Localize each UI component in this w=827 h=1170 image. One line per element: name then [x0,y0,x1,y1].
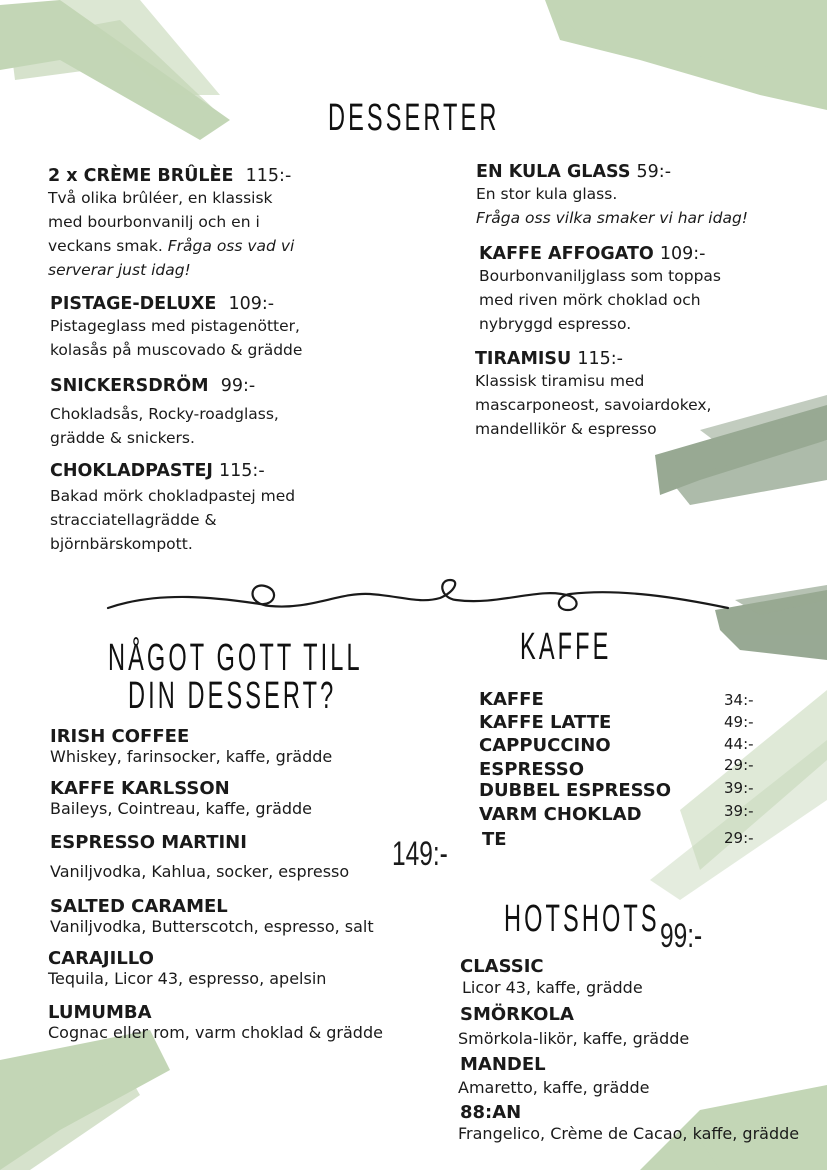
item-description [50,402,350,450]
coffee-item-price: 29:- [724,829,754,847]
desc-italic: serverar just idag! [48,261,191,279]
drink-description: Vaniljvodka, Butterscotch, espresso, salt [50,917,374,936]
coffee-item-price: 34:- [724,691,754,709]
drink-description: Whiskey, farinsocker, kaffe, grädde [50,747,333,766]
desc-line: björnbärskompott. [50,535,193,553]
drink-name: CARAJILLO [48,948,154,969]
hotshot-description: Licor 43, kaffe, grädde [462,978,643,997]
dessert-item-chokladpastej [50,461,350,556]
drink-item [48,948,326,988]
swirl-divider [100,570,740,630]
dessert-item-snickersdrom [50,376,350,450]
item-description [48,186,348,282]
coffee-item-name: KAFFE LATTE [479,712,612,733]
coffee-list [479,689,779,859]
dessert-item-pistage-deluxe [50,294,350,362]
hotshots-list [458,956,823,1146]
drink-item [48,1002,383,1042]
drink-item [50,896,374,936]
item-name: SNICKERSDRÖM [50,376,209,396]
desc-italic: Fråga oss vad vi [167,237,295,255]
item-price: 115:- [219,461,265,481]
desc-line: Klassisk tiramisu med [475,372,645,390]
item-description [479,264,779,336]
drink-description: Baileys, Cointreau, kaffe, grädde [50,799,313,818]
desc-line: Pistageglass med pistagenötter, [50,317,300,335]
desc-line [48,234,348,258]
coffee-item-name: ESPRESSO [479,759,585,780]
drink-name: KAFFE KARLSSON [50,778,230,799]
drink-name: ESPRESSO MARTINI [50,832,247,853]
item-description [475,369,775,441]
dessert-item-tiramisu [475,349,775,441]
desc-line: grädde & snickers. [50,429,195,447]
drink-item [50,778,312,818]
coffee-item-price: 44:- [724,735,754,753]
hotshot-name: CLASSIC [460,956,544,977]
drink-description: Cognac eller rom, varm choklad & grädde [48,1023,383,1042]
coffee-title: KAFFE [520,626,612,668]
item-price: 115:- [577,349,623,369]
drink-name: SALTED CARAMEL [50,896,228,917]
drinks-title-line2: DIN DESSERT? [128,675,337,717]
coffee-item-name: CAPPUCCINO [479,735,611,756]
desserts-title: DESSERTER [328,97,500,139]
coffee-item-name: KAFFE [479,689,544,710]
desc-line: stracciatellagrädde & [50,511,217,529]
drink-description: Vaniljvodka, Kahlua, socker, espresso [50,862,350,881]
coffee-item-name: TE [482,829,507,850]
item-description [476,182,776,230]
item-description [50,484,350,556]
item-description [50,314,350,362]
item-name: 2 x CRÈME BRÛLÈE [48,166,234,186]
desc-italic: Fråga oss vilka smaker vi har idag! [476,209,749,227]
coffee-item-price: 49:- [724,713,754,731]
coffee-item-name: VARM CHOKLAD [479,804,642,825]
hotshots-price: 99:- [660,917,703,955]
item-price: 109:- [228,294,275,314]
desc-line: Bourbonvaniljglass som toppas [479,267,721,285]
drink-description: Tequila, Licor 43, espresso, apelsin [48,969,327,988]
item-name: KAFFE AFFOGATO [479,244,654,264]
item-price: 99:- [220,376,256,396]
desc-line: mascarponeost, savoiardokex, [475,396,712,414]
coffee-item-price: 29:- [724,756,754,774]
coffee-item-name: DUBBEL ESPRESSO [479,780,672,801]
coffee-item-price: 39:- [724,802,754,820]
desc-line: Bakad mörk chokladpastej med [50,487,296,505]
item-price: 59:- [636,162,672,182]
desc-text: veckans smak. [48,237,168,255]
item-name: TIRAMISU [475,349,572,369]
drink-item [50,726,332,766]
dessert-item-creme-brulee [48,166,348,282]
desc-line: med bourbonvanilj och en i [48,213,260,231]
desc-line: nybryggd espresso. [479,315,632,333]
hotshot-name: SMÖRKOLA [460,1004,574,1025]
hotshot-name: 88:AN [460,1102,522,1123]
hotshot-name: MANDEL [460,1054,546,1075]
drink-name: LUMUMBA [48,1002,152,1023]
dessert-item-kaffe-affogato [479,244,779,336]
hotshots-title: HOTSHOTS [504,898,660,940]
item-name: EN KULA GLASS [476,162,631,182]
desc-line: En stor kula glass. [476,185,618,203]
drink-item [50,832,349,881]
drink-name: IRISH COFFEE [50,726,190,747]
hotshot-description: Amaretto, kaffe, grädde [458,1078,650,1097]
desc-line: mandellikör & espresso [475,420,657,438]
dessert-item-en-kula-glass [476,162,776,230]
desc-line: med riven mörk choklad och [479,291,701,309]
coffee-item-price: 39:- [724,779,754,797]
desc-line: Två olika brûléer, en klassisk [48,189,273,207]
desc-line: kolasås på muscovado & grädde [50,341,303,359]
hotshot-description: Smörkola-likör, kaffe, grädde [458,1029,690,1048]
item-price: 115:- [245,166,292,186]
drinks-title-line1: NÅGOT GOTT TILL [108,637,363,679]
item-name: CHOKLADPASTEJ [50,461,213,481]
hotshot-description: Frangelico, Crème de Cacao, kaffe, grädde [458,1124,800,1143]
item-name: PISTAGE-DELUXE [50,294,217,314]
drinks-price: 149:- [392,835,448,873]
desc-line: Chokladsås, Rocky-roadglass, [50,405,279,423]
item-price: 109:- [659,244,706,264]
